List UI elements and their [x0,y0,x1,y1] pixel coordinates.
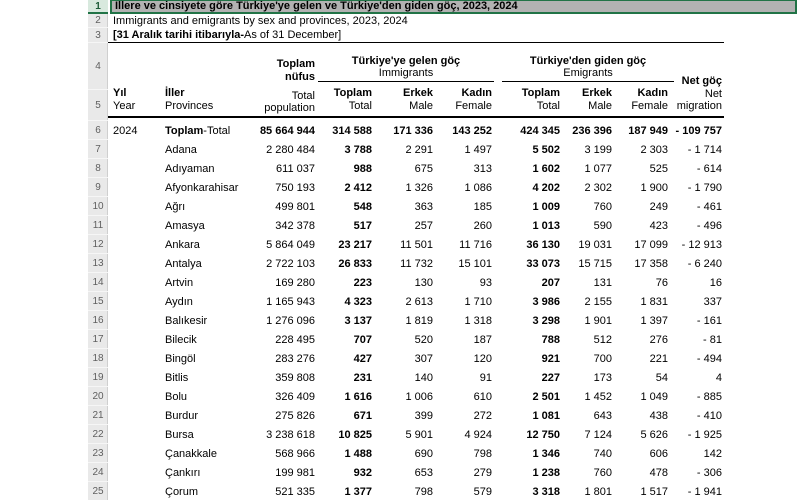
cell-emigrants-male[interactable]: 3 199 [584,143,612,156]
cell-emigrants-male[interactable]: 590 [593,219,612,232]
cell-immigrants-male[interactable]: 675 [414,162,433,175]
cell-immigrants-total[interactable]: 3 137 [344,314,372,327]
cell-province[interactable]: Bilecik [165,333,197,346]
cell-population[interactable]: 3 238 618 [266,428,315,441]
row-number[interactable]: 19 [88,368,108,387]
cell-immigrants-female[interactable]: 1 086 [464,181,492,194]
cell-net-migration[interactable]: 337 [703,295,722,308]
cell-emigrants-female[interactable]: 17 099 [634,238,668,251]
table-row-total [108,121,722,140]
header-population-en[interactable]: Total population [264,90,315,114]
cell-immigrants-total[interactable]: 231 [353,371,372,384]
cell-population[interactable]: 2 722 103 [266,257,315,270]
table-row [108,330,722,349]
cell-emigrants-total[interactable]: 921 [541,352,560,365]
cell-population[interactable]: 2 280 484 [266,143,315,156]
cell-province[interactable]: Toplam-Total [165,124,231,137]
row-number[interactable]: 7 [88,140,108,159]
cell-emigrants-total[interactable]: 1 013 [532,219,560,232]
cell-net-migration[interactable]: - 410 [696,409,722,422]
cell-emigrants-male[interactable]: 512 [593,333,612,346]
table-row [108,197,722,216]
subtitle-cell[interactable]: Immigrants and emigrants by sex and provinces, 2023, 2024 [113,15,408,27]
cell-population[interactable]: 750 193 [275,181,315,194]
cell-emigrants-female[interactable]: 76 [655,276,668,289]
cell-immigrants-female[interactable]: 610 [473,390,492,403]
cell-immigrants-total[interactable]: 671 [353,409,372,422]
cell-province[interactable]: Adana [165,143,197,156]
cell-emigrants-female[interactable]: 525 [649,162,668,175]
cell-immigrants-male[interactable]: 2 291 [405,143,433,156]
cell-immigrants-female[interactable]: 93 [479,276,492,289]
cell-net-migration[interactable]: - 494 [696,352,722,365]
cell-emigrants-male[interactable]: 1 077 [584,162,612,175]
cell-emigrants-total[interactable]: 788 [541,333,560,346]
cell-immigrants-male[interactable]: 1 819 [405,314,433,327]
row-number[interactable]: 5 [88,90,108,121]
cell-emigrants-total[interactable]: 12 750 [526,428,560,441]
row-number-gutter [88,0,108,500]
row-number[interactable]: 23 [88,444,108,463]
cell-immigrants-female[interactable]: 4 924 [464,428,492,441]
cell-emigrants-female[interactable]: 276 [649,333,668,346]
cell-province[interactable]: Çankırı [165,466,201,479]
cell-net-migration[interactable]: - 461 [696,200,722,213]
cell-province[interactable]: Çorum [165,485,199,498]
cell-immigrants-female[interactable]: 279 [473,466,492,479]
cell-immigrants-total[interactable]: 707 [353,333,372,346]
cell-population[interactable]: 228 495 [275,333,315,346]
row-number[interactable]: 10 [88,197,108,216]
table-row [108,482,722,500]
cell-immigrants-male[interactable]: 1 006 [405,390,433,403]
cell-province[interactable]: Bolu [165,390,188,403]
cell-net-migration[interactable]: - 109 757 [675,124,722,137]
row-number[interactable]: 3 [88,28,108,43]
cell-immigrants-total[interactable]: 314 588 [332,124,372,137]
cell-net-migration[interactable]: 4 [715,371,722,384]
cell-immigrants-total[interactable]: 223 [353,276,372,289]
header-population-tr[interactable]: Toplam nüfus [276,58,315,83]
cell-emigrants-female[interactable]: 1 049 [640,390,668,403]
header-year-en: Year [113,100,136,112]
table-row [108,463,722,482]
table-row [108,368,722,387]
note-english: As of 31 December] [244,29,342,41]
cell-province[interactable]: Artvin [165,276,194,289]
cell-population[interactable]: 611 037 [276,162,315,175]
cell-province[interactable]: Bingöl [165,352,196,365]
row-number[interactable]: 21 [88,406,108,425]
header-year-tr: Yıl [113,87,127,99]
header-provinces[interactable] [165,87,213,113]
cell-emigrants-male[interactable]: 19 031 [578,238,612,251]
row-number[interactable]: 1 [88,0,108,14]
cell-emigrants-female[interactable]: 5 626 [640,428,668,441]
cell-immigrants-total[interactable]: 4 323 [344,295,372,308]
cell-immigrants-male[interactable]: 257 [414,219,433,232]
cell-net-migration[interactable]: - 1 925 [687,428,722,441]
cell-immigrants-total[interactable]: 517 [353,219,372,232]
cell-immigrants-total[interactable]: 1 616 [344,390,372,403]
cell-immigrants-total[interactable]: 2 412 [344,181,372,194]
header-immigrants-female[interactable]: Kadın Female [455,87,492,112]
title-cell[interactable]: İllere ve cinsiyete göre Türkiye'ye gelen ve Türkiye'den giden göç, 2023, 2024 [110,0,797,14]
cell-population[interactable]: 199 981 [275,466,315,479]
row-number[interactable]: 25 [88,482,108,500]
cell-immigrants-female[interactable]: 579 [473,485,492,498]
cell-immigrants-male[interactable]: 5 901 [405,428,433,441]
cell-emigrants-total[interactable]: 2 501 [532,390,560,403]
row-number[interactable]: 17 [88,330,108,349]
cell-population[interactable]: 275 826 [275,409,315,422]
table-row [108,254,722,273]
cell-immigrants-female[interactable]: 272 [473,409,492,422]
cell-net-migration[interactable]: - 614 [696,162,722,175]
cell-immigrants-total[interactable]: 548 [353,200,372,213]
cell-emigrants-total[interactable]: 227 [541,371,560,384]
cell-population[interactable]: 521 335 [275,485,315,498]
cell-emigrants-total[interactable]: 3 986 [532,295,560,308]
row-number[interactable]: 14 [88,273,108,292]
row-number[interactable]: 24 [88,463,108,482]
cell-immigrants-male[interactable]: 520 [414,333,433,346]
cell-immigrants-male[interactable]: 798 [414,485,433,498]
cell-emigrants-total[interactable]: 1 081 [532,409,560,422]
cell-province[interactable]: Antalya [165,257,202,270]
header-immigrants-total[interactable]: Toplam Total [333,87,372,112]
header-immigrants-group[interactable]: Türkiye'ye gelen göç Immigrants [351,55,461,79]
cell-emigrants-female[interactable]: 606 [649,447,668,460]
note-cell[interactable] [113,29,341,42]
cell-immigrants-total[interactable]: 23 217 [338,238,372,251]
cell-emigrants-total[interactable]: 1 602 [532,162,560,175]
cell-province[interactable]: Burdur [165,409,199,422]
cell-net-migration[interactable]: - 1 790 [687,181,722,194]
cell-emigrants-male[interactable]: 700 [593,352,612,365]
cell-emigrants-male[interactable]: 2 302 [584,181,612,194]
header-emigrants-male[interactable]: Erkek Male [582,87,612,112]
cell-population[interactable]: 1 165 943 [266,295,315,308]
cell-province[interactable]: Bursa [165,428,194,441]
cell-emigrants-female[interactable]: 187 949 [628,124,668,137]
cell-emigrants-female[interactable]: 1 831 [640,295,668,308]
cell-population[interactable]: 359 808 [275,371,315,384]
cell-immigrants-male[interactable]: 11 501 [400,238,433,251]
cell-emigrants-total[interactable]: 4 202 [532,181,560,194]
cell-immigrants-female[interactable]: 260 [473,219,492,232]
cell-immigrants-male[interactable]: 1 326 [405,181,433,194]
table-row [108,406,722,425]
header-provinces-en: Provinces [165,100,214,112]
cell-emigrants-male[interactable]: 173 [593,371,612,384]
cell-immigrants-female[interactable]: 1 497 [464,143,492,156]
cell-province[interactable]: Çanakkale [165,447,217,460]
header-immigrants-male[interactable]: Erkek Male [403,87,433,112]
cell-emigrants-male[interactable]: 15 715 [578,257,612,270]
header-emigrants-female[interactable]: Kadın Female [631,87,668,112]
cell-emigrants-total[interactable]: 1 346 [532,447,560,460]
row-number[interactable]: 8 [88,159,108,178]
cell-emigrants-male[interactable]: 131 [593,276,612,289]
row-number[interactable]: 18 [88,349,108,368]
data-grid [108,121,722,500]
cell-province[interactable]: Amasya [165,219,205,232]
table-row [108,159,722,178]
cell-emigrants-total[interactable]: 5 502 [532,143,560,156]
cell-emigrants-female[interactable]: 438 [649,409,668,422]
cell-province[interactable]: Bitlis [165,371,189,384]
header-net-migration[interactable]: Net göç Net migration [676,75,722,112]
cell-immigrants-total[interactable]: 932 [353,466,372,479]
cell-immigrants-total[interactable]: 427 [353,352,372,365]
cell-population[interactable]: 85 664 944 [259,124,315,137]
cell-emigrants-female[interactable]: 478 [649,466,668,479]
cell-immigrants-female[interactable]: 120 [473,352,492,365]
cell-emigrants-male[interactable]: 7 124 [584,428,612,441]
cell-emigrants-total[interactable]: 36 130 [526,238,560,251]
cell-immigrants-female[interactable]: 91 [479,371,492,384]
cell-emigrants-female[interactable]: 2 303 [640,143,668,156]
row-number[interactable]: 11 [88,216,108,235]
cell-immigrants-male[interactable]: 171 336 [393,124,433,137]
cell-population[interactable]: 5 864 049 [266,238,315,251]
cell-immigrants-total[interactable]: 1 377 [344,485,372,498]
table-row [108,216,722,235]
header-provinces-tr: İller [165,87,185,99]
cell-year[interactable]: 2024 [113,124,138,137]
row-number[interactable]: 2 [88,14,108,28]
header-emigrants-total[interactable]: Toplam Total [521,87,560,112]
row-number[interactable]: 9 [88,178,108,197]
cell-population[interactable]: 169 280 [275,276,315,289]
immigrants-group-underline [318,81,494,82]
cell-emigrants-female[interactable]: 1 900 [640,181,668,194]
cell-immigrants-female[interactable]: 143 252 [452,124,492,137]
table-row [108,425,722,444]
cell-immigrants-male[interactable]: 307 [414,352,433,365]
cell-emigrants-male[interactable]: 1 801 [584,485,612,498]
cell-emigrants-female[interactable]: 1 397 [640,314,668,327]
cell-immigrants-female[interactable]: 185 [473,200,492,213]
cell-province[interactable]: Aydın [165,295,193,308]
cell-immigrants-female[interactable]: 187 [473,333,492,346]
table-row [108,292,722,311]
cell-province[interactable]: Ağrı [165,200,186,213]
table-row [108,444,722,463]
cell-net-migration[interactable]: - 12 913 [681,238,722,251]
cell-emigrants-female[interactable]: 1 517 [640,485,668,498]
cell-net-migration[interactable]: - 885 [696,390,722,403]
cell-immigrants-total[interactable]: 26 833 [338,257,372,270]
cell-net-migration[interactable]: - 161 [696,314,722,327]
table-row [108,387,722,406]
cell-emigrants-total[interactable]: 3 298 [532,314,560,327]
header-year[interactable] [113,87,135,113]
cell-immigrants-male[interactable]: 363 [414,200,433,213]
divider-under-note [108,42,724,43]
cell-immigrants-male[interactable]: 399 [414,409,433,422]
cell-net-migration[interactable]: 142 [703,447,722,460]
cell-emigrants-female[interactable]: 54 [655,371,668,384]
cell-net-migration[interactable]: - 306 [696,466,722,479]
cell-immigrants-female[interactable]: 313 [473,162,492,175]
table-row [108,349,722,368]
cell-emigrants-male[interactable]: 236 396 [572,124,612,137]
cell-net-migration[interactable]: - 1 941 [687,485,722,498]
cell-net-migration[interactable]: 16 [709,276,722,289]
cell-immigrants-male[interactable]: 2 613 [405,295,433,308]
cell-population[interactable]: 283 276 [275,352,315,365]
cell-net-migration[interactable]: - 496 [696,219,722,232]
cell-emigrants-female[interactable]: 249 [649,200,668,213]
cell-immigrants-female[interactable]: 15 101 [458,257,492,270]
row-number[interactable]: 20 [88,387,108,406]
cell-population[interactable]: 499 801 [275,200,315,213]
cell-province[interactable]: Adıyaman [165,162,215,175]
row-number[interactable]: 13 [88,254,108,273]
table-row [108,311,722,330]
row-number[interactable]: 15 [88,292,108,311]
cell-emigrants-total[interactable]: 207 [541,276,560,289]
row-number[interactable]: 6 [88,121,108,140]
cell-net-migration[interactable]: - 6 240 [687,257,722,270]
cell-immigrants-total[interactable]: 988 [353,162,372,175]
cell-immigrants-male[interactable]: 140 [414,371,433,384]
cell-emigrants-female[interactable]: 423 [649,219,668,232]
cell-immigrants-total[interactable]: 10 825 [338,428,372,441]
cell-immigrants-male[interactable]: 690 [414,447,433,460]
cell-population[interactable]: 326 409 [275,390,315,403]
table-row [108,273,722,292]
cell-province[interactable]: Afyonkarahisar [165,181,239,194]
cell-population[interactable]: 568 966 [275,447,315,460]
header-emigrants-group[interactable]: Türkiye'den giden göç Emigrants [529,55,647,79]
table-row [108,178,722,197]
cell-emigrants-male[interactable]: 740 [593,447,612,460]
cell-emigrants-male[interactable]: 643 [593,409,612,422]
row-number[interactable]: 16 [88,311,108,330]
cell-population[interactable]: 342 378 [275,219,315,232]
table-row [108,235,722,254]
table-row [108,140,722,159]
cell-immigrants-male[interactable]: 130 [414,276,433,289]
cell-immigrants-male[interactable]: 653 [414,466,433,479]
cell-immigrants-male[interactable]: 11 732 [400,257,433,270]
cell-emigrants-female[interactable]: 17 358 [634,257,668,270]
row-number[interactable]: 22 [88,425,108,444]
cell-immigrants-female[interactable]: 798 [473,447,492,460]
cell-emigrants-total[interactable]: 3 318 [532,485,560,498]
cell-province[interactable]: Ankara [165,238,200,251]
cell-emigrants-male[interactable]: 760 [593,466,612,479]
cell-emigrants-male[interactable]: 2 155 [584,295,612,308]
cell-emigrants-total[interactable]: 1 238 [532,466,560,479]
cell-emigrants-male[interactable]: 1 452 [584,390,612,403]
cell-emigrants-male[interactable]: 760 [593,200,612,213]
cell-emigrants-female[interactable]: 221 [649,352,668,365]
cell-emigrants-total[interactable]: 424 345 [520,124,560,137]
cell-immigrants-female[interactable]: 11 716 [459,238,492,251]
cell-emigrants-total[interactable]: 33 073 [526,257,560,270]
cell-emigrants-total[interactable]: 1 009 [532,200,560,213]
cell-net-migration[interactable]: - 81 [703,333,722,346]
cell-immigrants-female[interactable]: 1 710 [464,295,492,308]
row-number[interactable]: 12 [88,235,108,254]
cell-immigrants-female[interactable]: 1 318 [464,314,492,327]
cell-immigrants-total[interactable]: 1 488 [344,447,372,460]
cell-immigrants-total[interactable]: 3 788 [344,143,372,156]
cell-emigrants-male[interactable]: 1 901 [584,314,612,327]
note-turkish: [31 Aralık tarihi itibarıyla- [113,29,245,41]
row-number[interactable]: 4 [88,43,108,90]
cell-province[interactable]: Balıkesir [165,314,208,327]
cell-net-migration[interactable]: - 1 714 [687,143,722,156]
cell-population[interactable]: 1 276 096 [266,314,315,327]
header-bottom-rule [108,116,724,118]
